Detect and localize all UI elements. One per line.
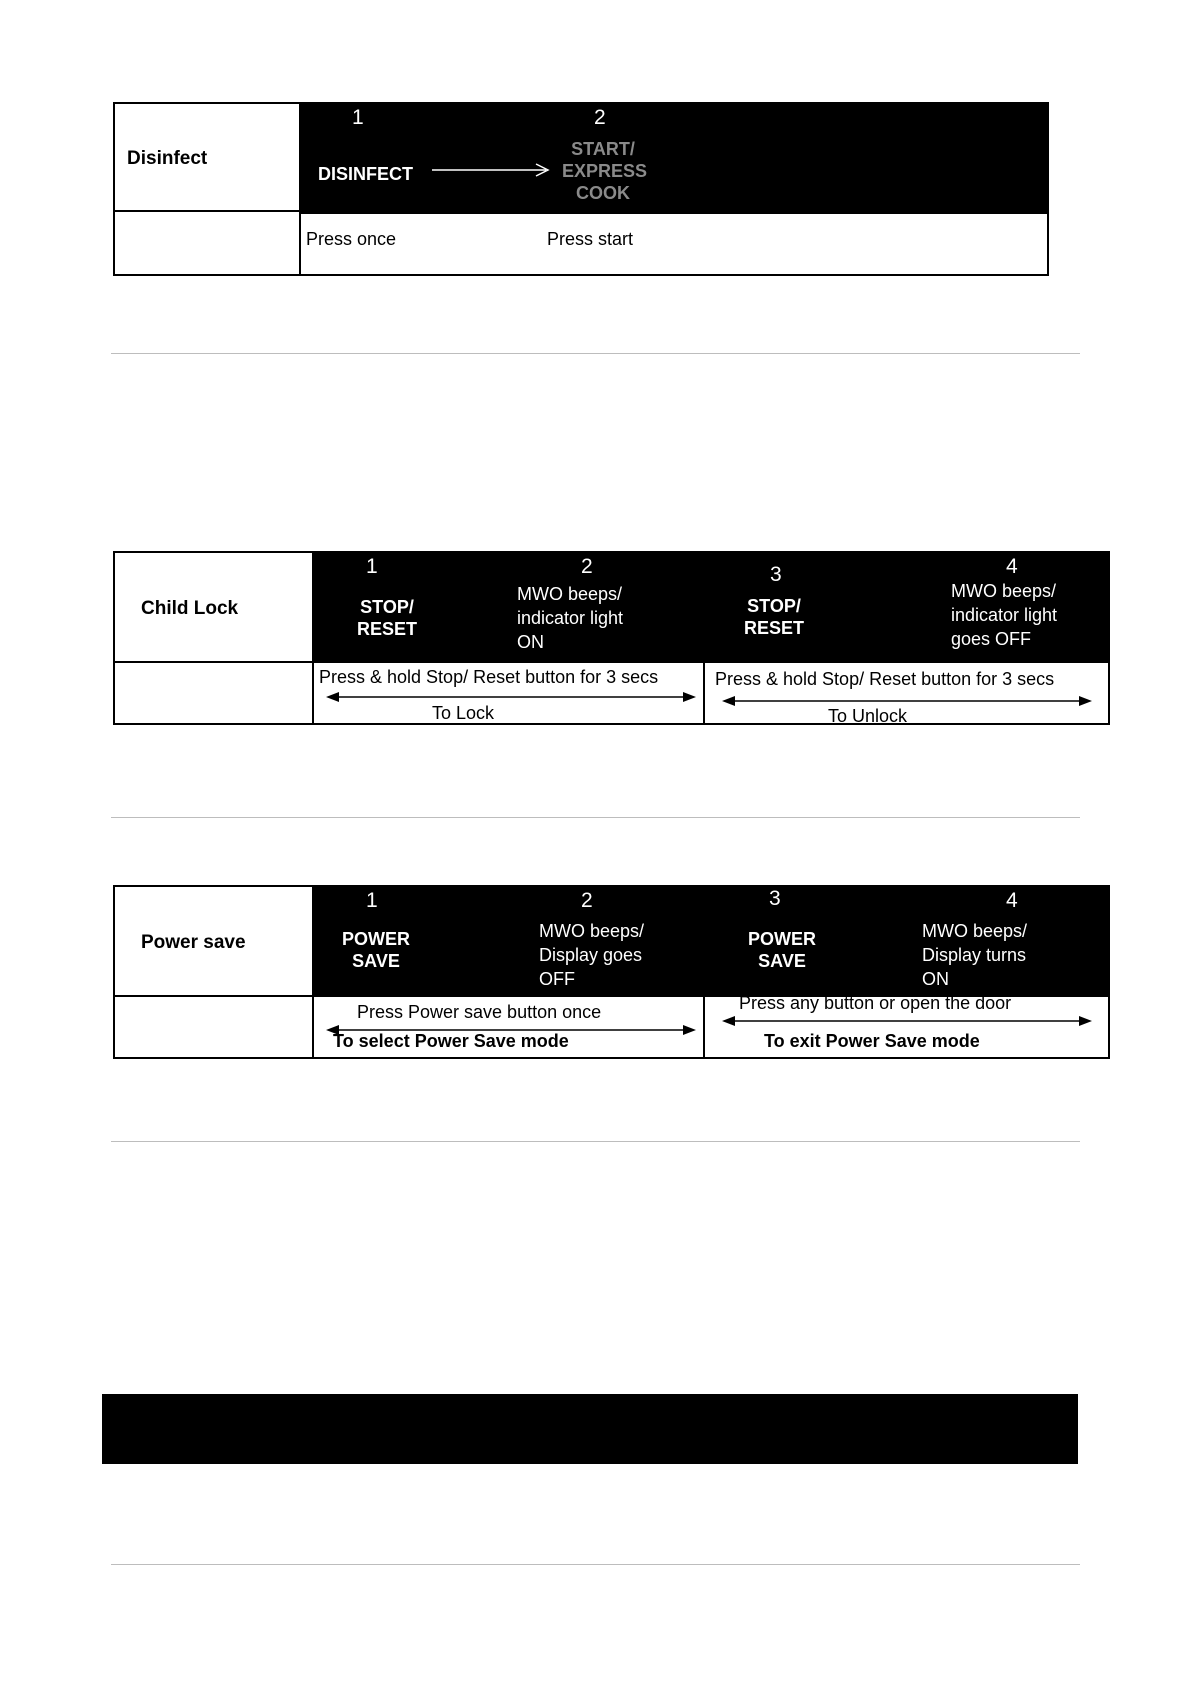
- power-save-row-divider: [703, 997, 705, 1057]
- power-save-exit-double-arrow-icon: [722, 1014, 1092, 1028]
- child-lock-caption-lock: To Lock: [432, 703, 495, 723]
- power-save-key-1: POWER SAVE: [341, 929, 410, 971]
- power-save-step-1-number: 1: [366, 889, 378, 912]
- power-save-key-3: POWER SAVE: [747, 929, 816, 971]
- power-save-instruction-exit: Press any button or open the door: [739, 993, 1012, 1013]
- disinfect-arrow-icon: [432, 164, 552, 176]
- disinfect-press-row: [301, 212, 1047, 214]
- power-save-note-4: MWO beeps/ Display turns ON: [922, 921, 1028, 989]
- child-lock-instruction-unlock: Press & hold Stop/ Reset button for 3 secs: [715, 669, 1055, 689]
- divider-3: [111, 1141, 1080, 1142]
- divider-2: [111, 817, 1080, 818]
- power-save-caption-exit: To exit Power Save mode: [764, 1031, 980, 1051]
- divider-1: [111, 353, 1080, 354]
- child-lock-step-1-number: 1: [366, 555, 378, 578]
- power-save-label: Power save: [141, 932, 246, 953]
- disinfect-empty-cell: [115, 212, 301, 274]
- child-lock-stop-reset-key-3: STOP/ RESET: [743, 596, 804, 638]
- child-lock-note-4: MWO beeps/ indicator light goes OFF: [951, 581, 1058, 649]
- disinfect-label: Disinfect: [127, 148, 208, 169]
- disinfect-steps-bar: [301, 104, 1047, 212]
- child-lock-empty-cell: [115, 663, 314, 723]
- child-lock-note-2: MWO beeps/ indicator light ON: [517, 584, 624, 652]
- power-save-step-3-number: 3: [769, 887, 781, 910]
- disinfect-press-start: Press start: [547, 229, 634, 249]
- disinfect-step-1-number: 1: [352, 106, 364, 129]
- disinfect-step-2-number: 2: [594, 106, 606, 129]
- start-express-cook-key: START/ EXPRESS COOK: [562, 139, 648, 203]
- child-lock-label: Child Lock: [141, 598, 239, 619]
- disinfect-key: DISINFECT: [318, 164, 414, 184]
- power-save-step-2-number: 2: [581, 889, 593, 912]
- power-save-instruction-select: Press Power save button once: [357, 1002, 602, 1022]
- child-lock-step-3-number: 3: [770, 563, 782, 586]
- power-save-step-4-number: 4: [1006, 889, 1018, 912]
- child-lock-stop-reset-key-1: STOP/ RESET: [356, 597, 417, 639]
- child-lock-row-divider: [703, 663, 705, 723]
- disinfect-press-once: Press once: [306, 229, 397, 249]
- power-save-caption-select: To select Power Save mode: [333, 1031, 569, 1051]
- child-lock-step-4-number: 4: [1006, 555, 1018, 578]
- section-banner: [102, 1394, 1078, 1464]
- power-save-note-2: MWO beeps/ Display goes OFF: [539, 921, 645, 989]
- child-lock-instruction-lock: Press & hold Stop/ Reset button for 3 secs: [319, 667, 659, 687]
- divider-4: [111, 1564, 1080, 1565]
- child-lock-lock-double-arrow-icon: [326, 690, 696, 704]
- child-lock-caption-unlock: To Unlock: [828, 706, 908, 726]
- child-lock-step-2-number: 2: [581, 555, 593, 578]
- power-save-empty-cell: [115, 997, 314, 1057]
